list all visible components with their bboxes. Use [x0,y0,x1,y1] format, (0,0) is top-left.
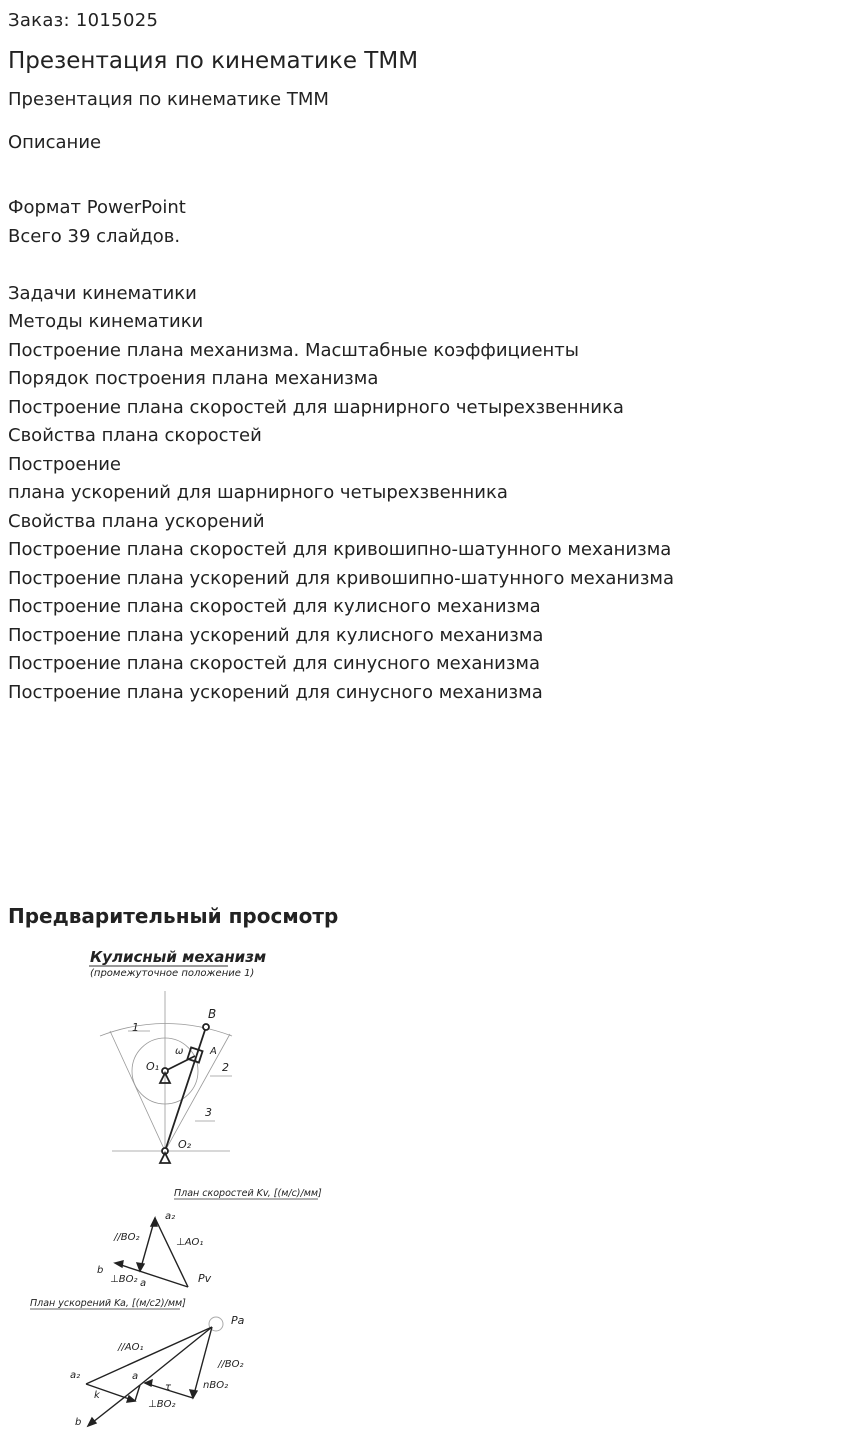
contents-item: Порядок построения плана механизма [8,368,379,389]
joint-label-o1: O₁ [146,1060,160,1073]
contents-item: Построение плана ускорений для синусного механизма [8,681,543,703]
acceleration-label-nbo2: nBO₂ [203,1380,229,1391]
position-label-1: 1 [132,1021,139,1034]
contents-item: Построение плана скоростей для кулисного механизма [8,596,541,617]
contents-item: Свойства плана ускорений [8,510,265,532]
contents-item: Свойства плана скоростей [8,425,262,446]
acceleration-label-tau: τ [165,1382,172,1393]
velocity-label-par-bo2: //BO₂ [114,1232,140,1243]
acceleration-label-perp-bo2: ⊥BO₂ [148,1399,176,1410]
velocity-label-perp-bo2: ⊥BO₂ [110,1274,138,1285]
acceleration-label-pa: Pa [231,1314,245,1327]
velocity-label-a2: a₂ [165,1211,176,1222]
acceleration-label-par-ao1: //AO₁ [118,1342,144,1353]
preview-subtitle: (промежуточное положение 1) [90,968,255,979]
velocity-label-b: b [97,1265,104,1276]
contents-item: плана ускорений для шарнирного четырехзвенника [8,482,508,503]
contents-item: Построение [8,453,121,475]
page-title: Презентация по кинематике ТММ [8,48,419,74]
contents-item: Методы кинематики [8,311,204,332]
contents-item: Построение плана скоростей для синусного механизма [8,653,540,674]
joint-label-o2: O₂ [178,1138,192,1151]
velocity-label-pv: Pv [198,1272,212,1285]
acceleration-label-k: k [94,1390,100,1401]
format-line: Формат PowerPoint [8,197,186,218]
description-heading: Описание [8,132,102,153]
velocity-plan-title: План скоростей Kv, [(м/с)/мм] [174,1188,322,1199]
acceleration-label-a: a [132,1371,139,1382]
position-label-3: 3 [205,1106,212,1119]
preview-title: Кулисный механизм [90,948,267,966]
angular-velocity-label: ω [175,1046,184,1057]
preview-heading: Предварительный просмотр [8,904,339,928]
acceleration-label-a2: a₂ [70,1370,81,1381]
acceleration-label-par-bo2: //BO₂ [218,1359,244,1370]
mechanism-drawing [0,936,340,1436]
contents-item: Построение плана скоростей для шарнирного четырехзвенника [8,396,624,418]
joint-label-b: B [208,1007,217,1021]
acceleration-plan-title: План ускорений Ka, [(м/с2)/мм] [30,1298,186,1309]
contents-item: Построение плана ускорений для кривошипно-шатунного механизма [8,567,675,589]
preview-image [0,936,340,1436]
slides-count-line: Всего 39 слайдов. [8,225,181,247]
page-subtitle: Презентация по кинематике ТММ [8,89,329,110]
position-label-2: 2 [222,1061,229,1074]
contents-item: Построение плана ускорений для кулисного механизма [8,624,544,646]
velocity-label-perp-ao1: ⊥AO₁ [176,1237,204,1248]
joint-label-a: A [210,1046,217,1057]
contents-item: Задачи кинематики [8,282,197,304]
contents-item: Построение плана скоростей для кривошипно-шатунного механизма [8,539,672,560]
order-number: Заказ: 1015025 [8,10,159,31]
contents-item: Построение плана механизма. Масштабные коэффициенты [8,339,580,361]
acceleration-label-b: b [75,1417,82,1428]
description-body [8,194,838,707]
acceleration-vectors [86,1327,212,1426]
velocity-label-a: a [140,1278,147,1289]
blank-line [8,251,838,280]
